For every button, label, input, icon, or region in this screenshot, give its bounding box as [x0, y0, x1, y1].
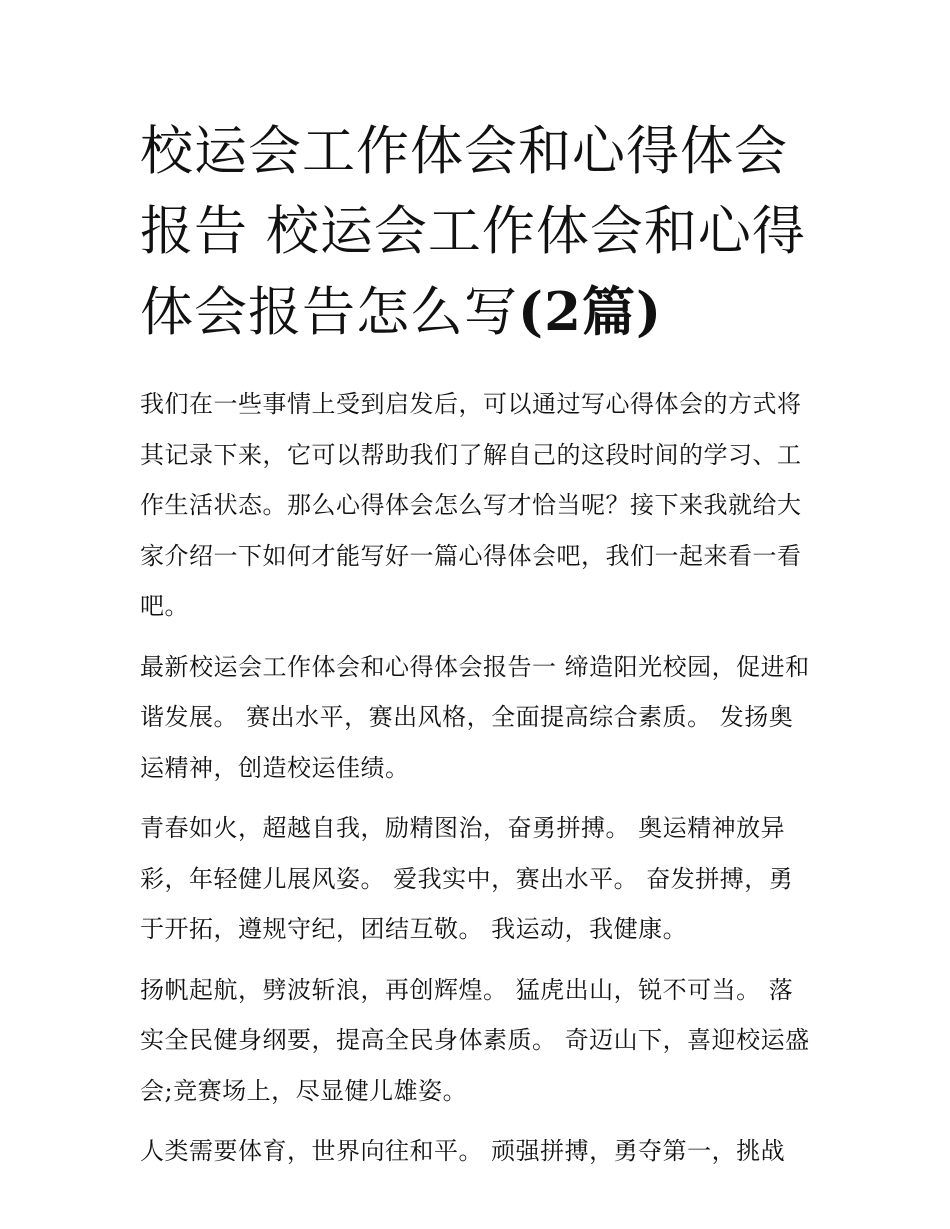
paragraph-slogans-3: 扬帆起航，劈波斩浪，再创辉煌。 猛虎出山，锐不可当。 落实全民健身纲要，提高全民身体素质。 奇迈山下，喜迎校运盛会;竞赛场上，尽显健儿雄姿。 [140, 975, 810, 1105]
paragraph-slogans-1: 最新校运会工作体会和心得体会报告一 缔造阳光校园，促进和谐发展。 赛出水平，赛出风格，全面提高综合素质。 发扬奥运精神，创造校运佳绩。 [140, 652, 810, 782]
title-suffix: (2篇) [518, 281, 663, 343]
paragraph-intro: 我们在一些事情上受到启发后，可以通过写心得体会的方式将其记录下来，它可以帮助我们了解自己的这段时间的学习、工作生活状态。那么心得体会怎么写才恰当呢？接下来我就给大家介绍一下如何才能写好一篇心得体会吧，我们一起来看一看吧。 [140, 390, 802, 620]
paragraph-slogans-4: 人类需要体育，世界向往和平。 顽强拼搏，勇夺第一，挑战 [140, 1137, 786, 1165]
document-title [140, 112, 812, 353]
document-body [140, 379, 812, 1177]
title-main: 校运会工作体会和心得体会报告 校运会工作体会和心得体会报告怎么写 [140, 121, 806, 343]
paragraph-slogans-2: 青春如火，超越自我，励精图治，奋勇拼搏。 奥运精神放异彩，年轻健儿展风姿。 爱我实中，赛出水平。 奋发拼搏，勇于开拓，遵规守纪，团结互敬。 我运动，我健康。 [140, 814, 794, 943]
document-page [140, 112, 812, 1187]
